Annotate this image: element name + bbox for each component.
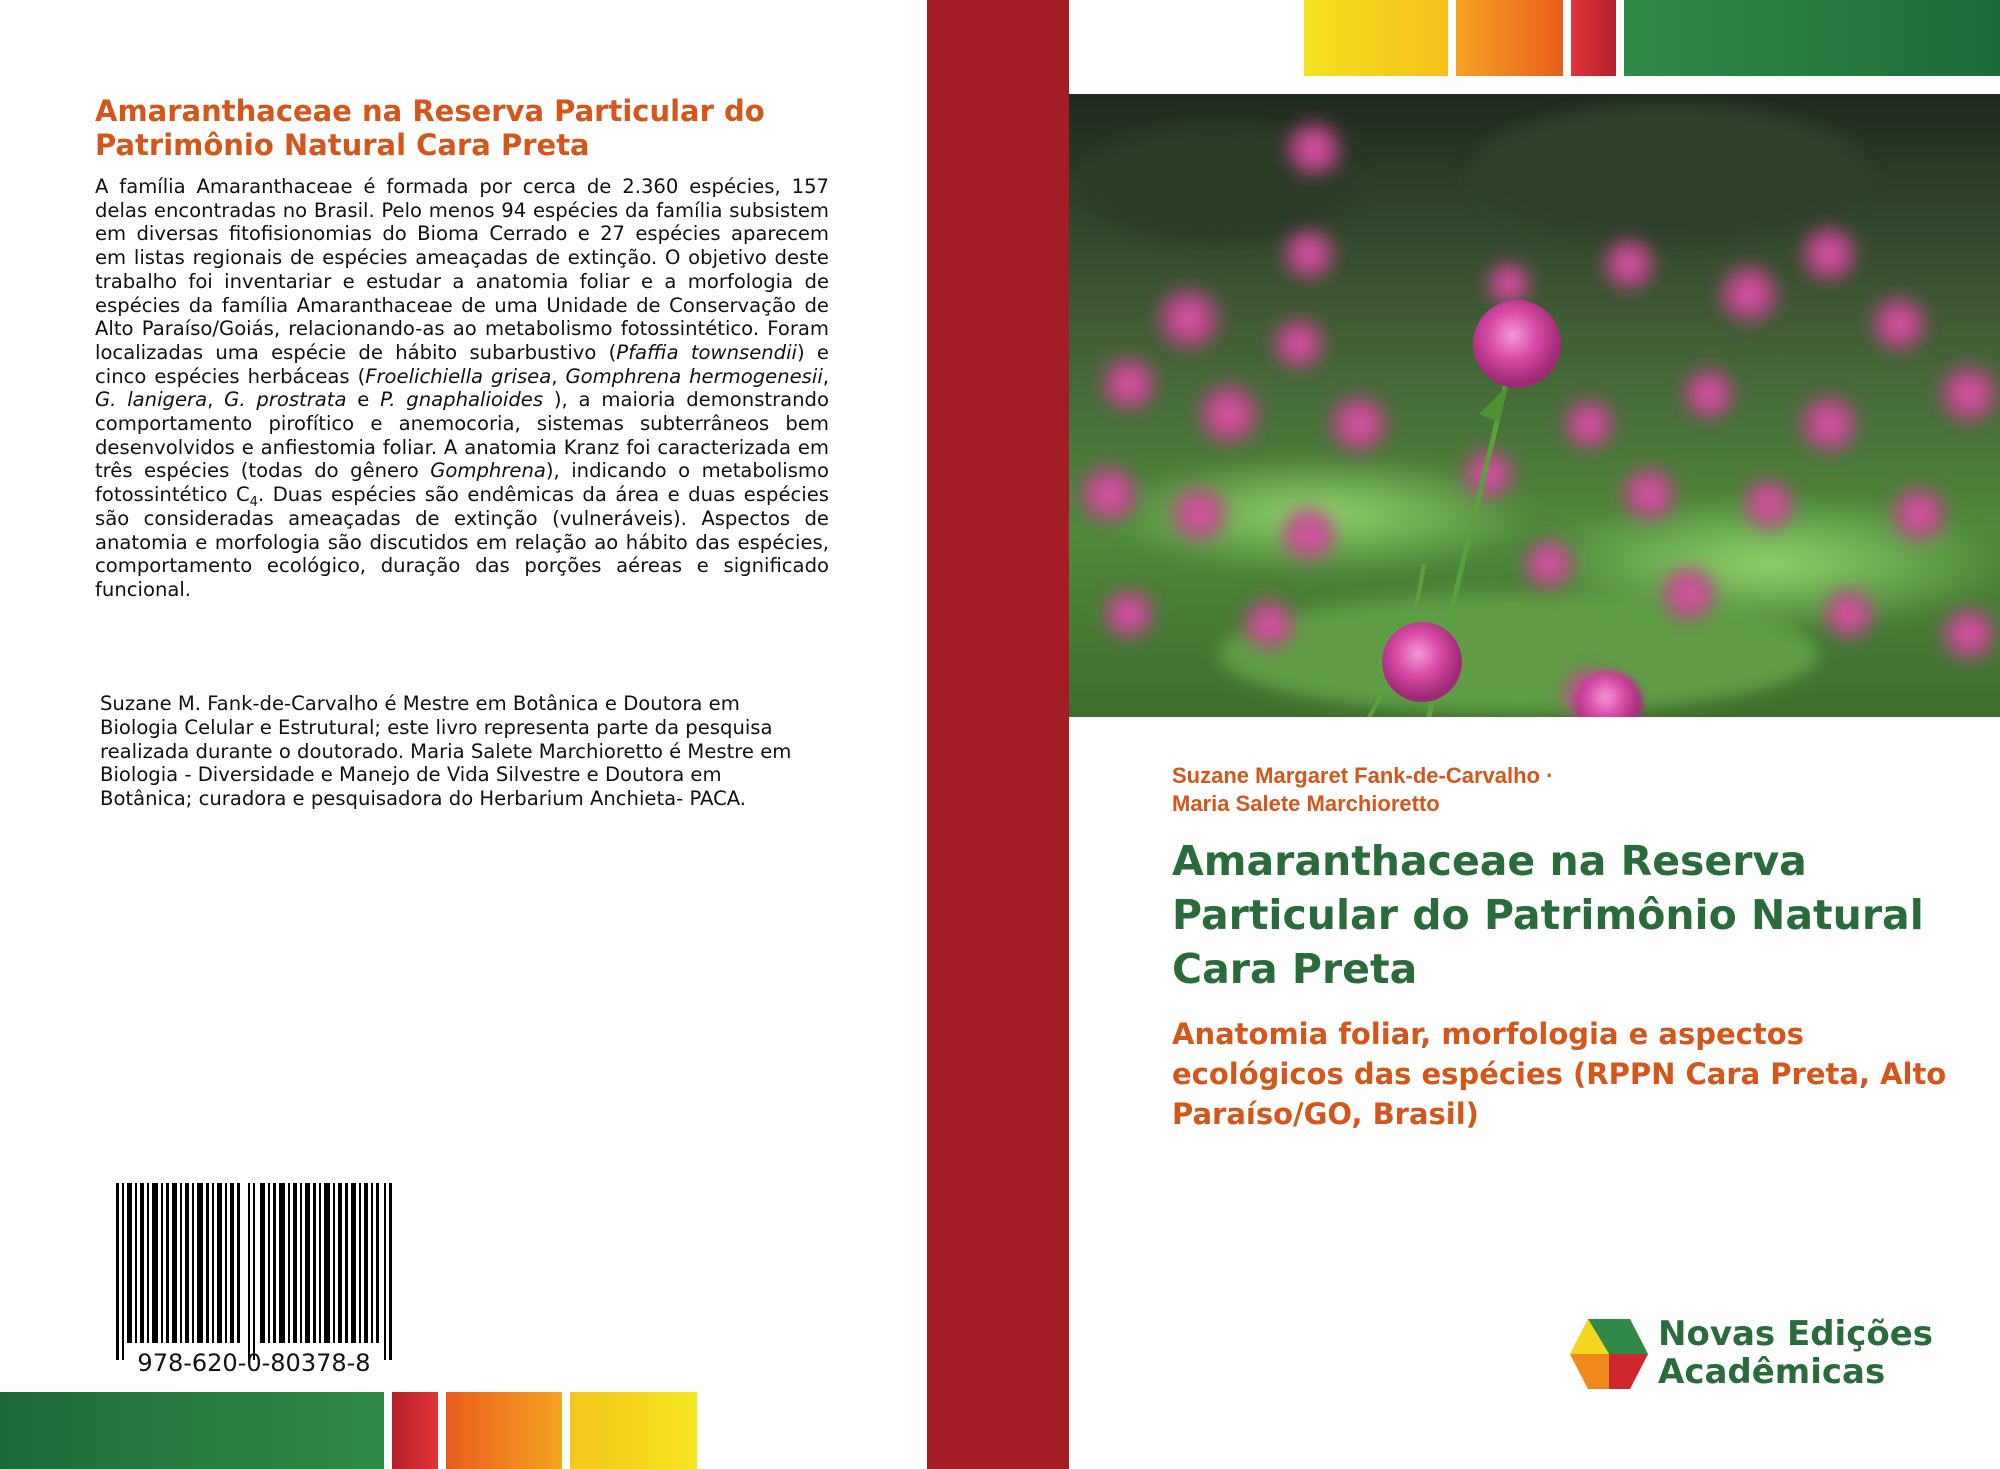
back-cover-abstract: A família Amaranthaceae é formada por cerca de 2.360 espécies, 157 delas encontradas no Brasil. Pelo menos 94 espécies da família subsistem em diversas fitofisionomias do Bioma Cerrado e 27 espécies aparecem em listas regionais de espécies ameaçadas de extinção. O objetivo deste trabalho foi inventariar e estudar a anatomia foliar e a morfologia de espécies da família Amaranthaceae de uma Unidade de Conservação de Alto Paraíso/Goiás, relacionando-as ao metabolismo fotossintético. Foram localizadas uma espécie de hábito subarbustivo (Pfaffia townsendii) e cinco espécies herbáceas (Froelichiella grisea, Gomphrena hermogenesii, G. lanigera, G. prostrata e P. gnaphalioides ), a maioria demonstrando comportamento pirofítico e anemocoria, sistemas subterrâneos bem desenvolvidos e anfiestomia foliar. A anatomia Kranz foi caracterizada em três espécies (todas do gênero Gomphrena), indicando o metabolismo fotossintético $C_4$. Duas espécies são endêmicas da área e duas espécies são consideradas ameaçadas de extinção (vulneráveis). Aspectos de anatomia e morfologia são discutidos em relação ao hábito das espécies, comportamento ecológico, duração das porções aéreas e significado funcional.: [95, 175, 829, 601]
publisher-name: Novas Edições Acadêmicas: [1658, 1314, 1934, 1392]
species-name: Pfaffia townsendii: [616, 340, 797, 364]
barcode-icon: [114, 1183, 394, 1360]
color-stripe-red: [392, 1392, 438, 1469]
front-cover-subtitle: Anatomia foliar, morfologia e aspectos ecológicos das espécies (RPPN Cara Preta, Alto Paraíso/GO, Brasil): [1172, 1017, 1947, 1131]
hexagon-logo-icon: [1568, 1317, 1650, 1391]
color-stripe-orange: [1456, 0, 1563, 76]
author-bio: Suzane M. Fank-de-Carvalho é Mestre em Botânica e Doutora em Biologia Celular e Estrutural; este livro representa parte da pesquisa realizada durante o doutorado. Maria Salete Marchioretto é Mestre em Biologia - Diversidade e Manejo de Vida Silvestre e Doutora em Botânica; curadora e pesquisadora do Herbarium Anchieta- PACA.: [100, 692, 792, 811]
color-stripe-orange: [446, 1392, 562, 1469]
species-name: G. lanigera: [95, 388, 208, 412]
back-cover-title: Amaranthaceae na Reserva Particular do Patrimônio Natural Cara Preta: [95, 94, 765, 162]
species-name: Gomphrena hermogenesii: [565, 364, 823, 388]
color-stripe-green: [0, 1392, 384, 1469]
pink-globe-amaranth-flowers-photo: [1069, 94, 2000, 717]
species-name: P. gnaphalioides: [380, 388, 544, 412]
species-name: G. prostrata: [224, 388, 347, 412]
genus-name: Gomphrena: [430, 459, 546, 483]
book-spine: [927, 0, 1069, 1469]
front-cover-authors: [1172, 762, 1932, 818]
color-stripe-yellow: [1304, 0, 1448, 76]
color-stripe-yellow: [570, 1392, 697, 1469]
author-name: Maria Salete Marchioretto: [1172, 791, 1440, 816]
color-stripe-red: [1571, 0, 1616, 76]
color-stripe-green: [1624, 0, 2000, 76]
front-cover-title: Amaranthaceae na Reserva Particular do Patrimônio Natural Cara Preta: [1172, 837, 1924, 993]
author-name: Suzane Margaret Fank-de-Carvalho ·: [1172, 763, 1554, 788]
isbn-number: 978-620-0-80378-8: [137, 1349, 371, 1377]
species-name: Froelichiella grisea: [365, 364, 552, 388]
publisher-logo: [1568, 1315, 1968, 1395]
